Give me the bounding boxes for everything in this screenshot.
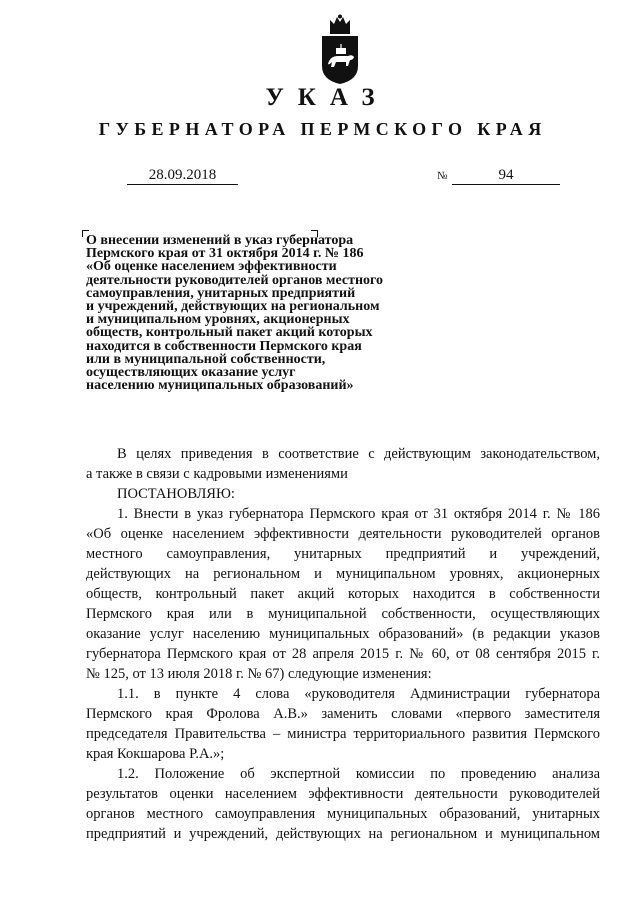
title-line: «Об оценке населением эффективности [86,259,337,275]
body-line: обществ, контрольный пакет акций которых находится в собственности [86,586,600,602]
title-line: осуществляющих оказание услуг [86,365,296,381]
body-line: губернатора Пермского края от 28 апреля 2015 г. № 60, от 08 сентября 2015 г. [86,646,600,662]
body-line: местного самоуправления, унитарных предприятий и учреждений, [86,546,600,562]
document-type-heading: УКАЗ [265,84,389,111]
body-line: ПОСТАНОВЛЯЮ: [117,486,235,502]
body-line: «Об оценке населением эффективности деятельности руководителей органов [86,526,600,542]
body-line: председателя Правительства – министра территориального развития Пермского [86,726,600,742]
body-line: оказание услуг населению муниципальных образований» (в редакции указов [86,626,600,642]
title-line: и муниципальном уровнях, акционерных [86,312,350,328]
body-line: края Кокшарова Р.А.»; [86,746,225,762]
body-line: В целях приведения в соответствие с действующим законодательством, [117,446,600,462]
document-date: 28.09.2018 [127,166,238,185]
body-line: результатов оценки населением эффективности деятельности руководителей [86,786,600,802]
title-line: самоуправления, унитарных предприятий [86,285,356,301]
document-number: 94 [452,166,560,185]
title-line: и учреждений, действующих на региональном [86,299,380,315]
issuer-heading: ГУБЕРНАТОРА ПЕРМСКОГО КРАЯ [98,119,547,139]
body-line: Пермского края Фролова А.В.» заменить словами «первого заместителя [86,706,600,722]
title-line: Пермского края от 31 октября 2014 г. № 186 [86,246,364,262]
body-line: № 125, от 13 июля 2018 г. № 67) следующие изменения: [86,666,432,682]
body-line: органов местного самоуправления муниципальных образований, унитарных [86,806,600,822]
number-label: № [437,170,448,182]
body-line: 1.2. Положение об экспертной комиссии по проведению анализа [117,766,600,782]
body-line: действующих на региональном и муниципальном уровнях, акционерных [86,566,600,582]
title-line: населению муниципальных образований» [86,378,354,394]
title-line: деятельности руководителей органов местного [86,272,384,288]
title-line: или в муниципальной собственности, [86,351,326,367]
document-body [86,444,600,844]
title-line: О внесении изменений в указ губернатора [86,233,354,248]
document-title [86,234,426,392]
body-line: а также в связи с кадровыми изменениями [86,466,348,482]
body-line: 1. Внести в указ губернатора Пермского края от 31 октября 2014 г. № 186 [117,506,600,522]
coat-of-arms-icon [318,14,362,86]
body-line: 1.1. в пункте 4 слова «руководителя Администрации губернатора [117,686,600,702]
body-line: предприятий и учреждений, действующих на региональном и муниципальном [86,826,600,842]
body-line: Пермского края или в муниципальной собственности, осуществляющих [86,606,600,622]
title-line: находится в собственности Пермского края [86,338,362,354]
title-line: обществ, контрольный пакет акций которых [86,325,373,341]
